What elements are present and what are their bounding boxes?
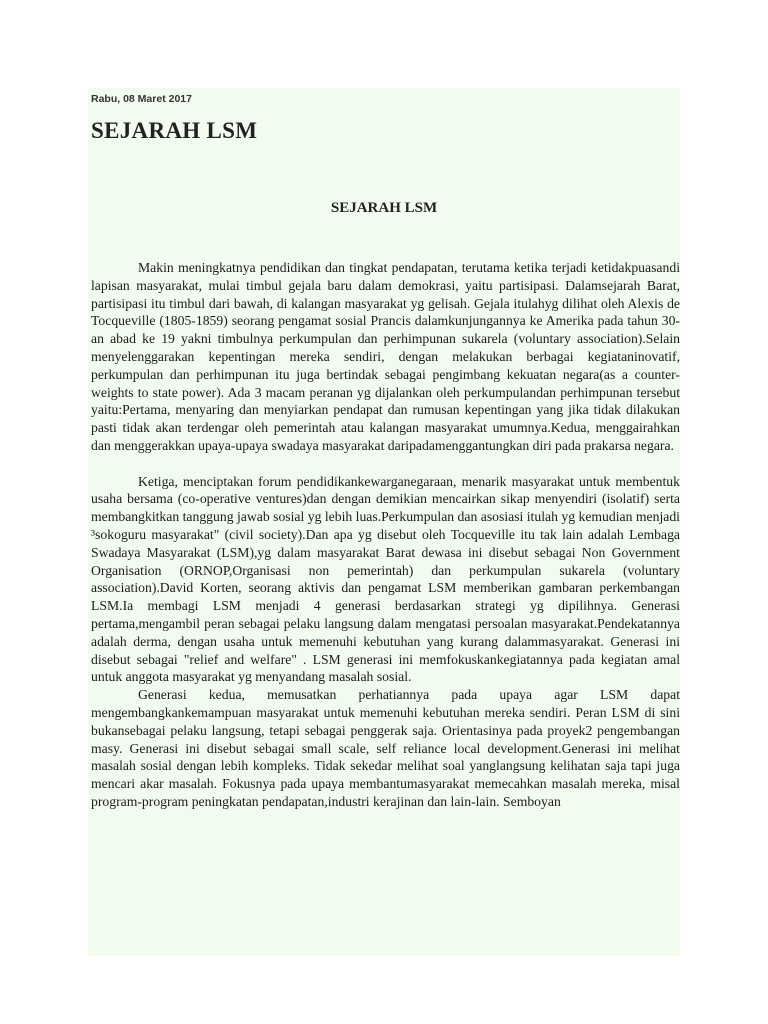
post-title[interactable]: SEJARAH LSM [91, 118, 258, 143]
paragraph: Ketiga, menciptakan forum pendidikankewarganegaraan, menarik masyarakat untuk membentuk usaha bersama (co-operative ventures)dan dengan demikian mencairkan sikap menyendiri (isolatif) serta membangkitkan tanggung jawab sosial yg lebih luas.Perkumpulan dan asosiasi itulah yg kemudian menjadi ³sokoguru masyarakat" (civil society).Dan apa yg disebut oleh Tocqueville itu tak lain adalah Lembaga Swadaya Masyarakat (LSM),yg dalam masyarakat Barat dewasa ini disebut sebagai Non Government Organisation (ORNOP,Organisasi non pemerintah) dan perkumpulan sukarela (voluntary association).David Korten, seorang aktivis dan pengamat LSM memberikan gambaran perkembangan LSM.Ia membagi LSM menjadi 4 generasi berdasarkan strategi yg dipilihnya. Generasi pertama,mengambil peran sebagai pelaku langsung dalam mengatasi persoalan masyarakat.Pendekatannya adalah derma, dengan usaha untuk memenuhi kebutuhan yang kurang dalammasyarakat. Generasi ini disebut sebagai "relief and welfare" . LSM generasi ini memfokuskankegiatannya pada kegiatan amal untuk anggota masyarakat yg menyandang masalah sosial. [91, 473, 680, 685]
paragraph: Generasi kedua, memusatkan perhatiannya pada upaya agar LSM dapat mengembangkankemampuan masyarakat untuk memenuhi kebutuhan mereka sendiri. Peran LSM di sini bukansebagai pelaku langsung, tetapi sebagai penggerak saja. Orientasinya pada proyek2 pengembangan masy. Generasi ini disebut sebagai small scale, self reliance local development.Generasi ini melihat masalah sosial dengan lebih kompleks. Tidak sekedar melihat soal yanglangsung kelihatan saja tapi juga mencari akar masalah. Fokusnya pada upaya membantumasyarakat memecahkan masalah mereka, misal program-program peningkatan pendapatan,industri kerajinan dan lain-lain. Semboyan [91, 687, 680, 809]
post-date: Rabu, 08 Maret 2017 [91, 93, 192, 105]
document-heading: SEJARAH LSM [330, 200, 438, 216]
blog-post [88, 88, 680, 956]
paragraph: Makin meningkatnya pendidikan dan tingkat pendapatan, terutama ketika terjadi ketidakpuasandi lapisan masyarakat, mulai timbul gejala baru dalam demokrasi, yaitu partisipasi. Dalamsejarah Barat, partisipasi itu timbul dari bawah, di kalangan masyarakat yg gelisah. Gejala itulahyg dilihat oleh Alexis de Tocqueville (1805-1859) seorang pengamat sosial Prancis dalamkunjungannya ke Amerika pada tahun 30-an abad ke 19 yakni timbulnya perkumpulan dan perhimpunan sukarela (voluntary association).Selain menyelenggarakan kepentingan mereka sendiri, dengan melakukan berbagai kegiataninovatif, perkumpulan dan perhimpunan itu juga bertindak sebagai pengimbang kekuatan negara(as a counter-weights to state power). Ada 3 macam peranan yg dijalankan oleh perkumpulandan perhimpunan tersebut yaitu:Pertama, menyaring dan menyiarkan pendapat dan rumusan kepentingan yang jika tidak dilakukan pasti tidak akan terdengar oleh pemerintah atau kalangan masyarakat umumnya.Kedua, menggairahkan dan menggerakkan upaya-upaya swadaya masyarakat daripadamenggantungkan diri pada prakarsa negara. [91, 260, 680, 453]
post-body [91, 259, 680, 811]
